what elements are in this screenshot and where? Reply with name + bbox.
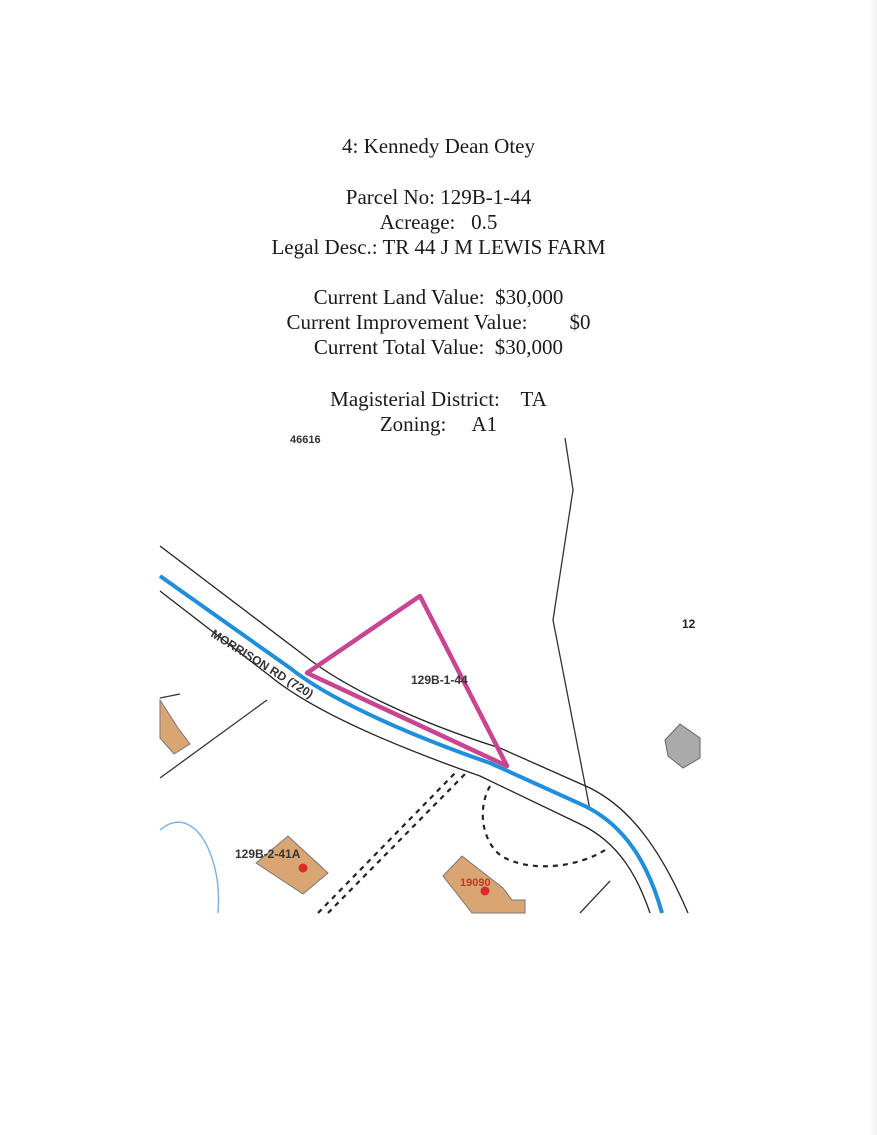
subject-parcel-label: 129B-1-44 [411, 673, 468, 687]
parcel-map-svg [160, 434, 696, 913]
legal-description: Legal Desc.: TR 44 J M LEWIS FARM [271, 235, 606, 259]
road-label: MORRISON RD (720) [208, 626, 316, 702]
value-info-block [0, 285, 877, 360]
owner-heading: 4: Kennedy Dean Otey [341, 134, 536, 158]
land-value: Current Land Value: $30,000 [313, 285, 564, 309]
parcel-info-block [0, 185, 877, 260]
scan-edge-shadow [867, 0, 877, 1135]
edge-label-right: 12 [682, 617, 696, 631]
parcel-map [160, 434, 696, 913]
owner-heading-block [0, 134, 877, 159]
improvement-value: Current Improvement Value: $0 [286, 310, 591, 334]
magisterial-district: Magisterial District: TA [330, 387, 547, 411]
district-info-block [0, 387, 877, 437]
zoning: Zoning: A1 [379, 412, 498, 436]
parcel-number: Parcel No: 129B-1-44 [345, 185, 532, 209]
edge-label-top: 46616 [290, 434, 321, 446]
neighbor-parcel-label: 129B-2-41A [235, 847, 301, 861]
acreage: Acreage: 0.5 [379, 210, 498, 234]
address-dot [299, 864, 308, 873]
address-label: 19090 [460, 877, 491, 889]
total-value: Current Total Value: $30,000 [313, 335, 564, 359]
